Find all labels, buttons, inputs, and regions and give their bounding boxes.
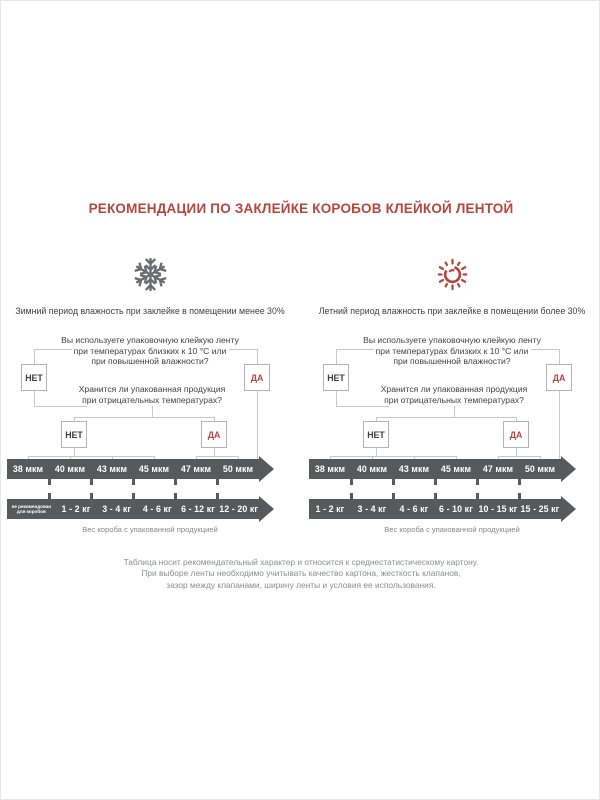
question-2	[354, 384, 554, 405]
question-1-line: Вы используете упаковочную клейкую ленту	[363, 335, 541, 345]
weight-label: 15 - 25 кг	[520, 504, 560, 514]
connector-line	[214, 448, 215, 456]
weight-label: 4 - 6 кг	[399, 504, 429, 514]
summer-subtitle: Летний период влажность при заклейке в помещении более 30%	[318, 306, 586, 316]
connector-line	[74, 417, 214, 418]
thickness-label: 43 мкм	[96, 464, 128, 474]
question-1-line: при повышенной влажности?	[91, 356, 209, 367]
snowflake-icon	[7, 251, 293, 297]
yes-box-2: ДА	[503, 421, 529, 448]
thickness-label: 50 мкм	[524, 464, 556, 474]
thickness-label: 38 мкм	[12, 464, 44, 474]
connector-line	[196, 456, 239, 457]
connector-line	[336, 349, 374, 350]
thickness-label: 40 мкм	[54, 464, 86, 474]
connector-line	[34, 391, 35, 406]
thickness-label: 47 мкм	[180, 464, 212, 474]
footnote-line: зазор между клапанами, ширину ленты и условия ее использования.	[166, 579, 436, 590]
yes-box-2: ДА	[201, 421, 227, 448]
weight-label: 4 - 6 кг	[142, 504, 172, 514]
weight-caption: Вес короба с упакованной продукцией	[384, 525, 520, 534]
thickness-label: 45 мкм	[138, 464, 170, 474]
connector-line	[28, 456, 155, 457]
thickness-label: 45 мкм	[440, 464, 472, 474]
thickness-label: 47 мкм	[482, 464, 514, 474]
weight-label: 3 - 4 кг	[102, 504, 132, 514]
no-box-1: НЕТ	[323, 364, 349, 391]
weight-caption: Вес короба с упакованной продукцией	[82, 525, 218, 534]
question-1-line: при температурах близких к 10 °С или	[73, 345, 227, 356]
winter-chart	[7, 249, 293, 549]
winter-subtitle: Зимний период влажность при заклейке в помещении менее 30%	[15, 306, 285, 316]
segment-ticks	[350, 479, 521, 485]
connector-line	[376, 417, 516, 418]
yes-box-1: ДА	[546, 364, 572, 391]
question-2-line: Хранится ли упакованная продукция	[78, 384, 226, 394]
connector-line	[34, 349, 72, 350]
connector-line	[152, 406, 153, 417]
arrowhead	[259, 496, 274, 522]
tape-thickness-bar	[7, 459, 259, 479]
thickness-label: 38 мкм	[314, 464, 346, 474]
connector-line	[559, 391, 560, 459]
connector-line	[34, 349, 35, 364]
weight-label: 12 - 20 кг	[219, 504, 259, 514]
connector-line	[498, 456, 541, 457]
connector-line	[34, 406, 87, 407]
weight-label: 6 - 10 кг	[439, 504, 473, 514]
page-title: РЕКОМЕНДАЦИИ ПО ЗАКЛЕЙКЕ КОРОБОВ КЛЕЙКОЙ ЛЕНТОЙ	[88, 201, 514, 216]
connector-line	[257, 391, 258, 459]
yes-box-1: ДА	[244, 364, 270, 391]
connector-line	[559, 349, 560, 364]
footnote-line: Таблица носит рекомендательный характер и относится к среднестатистическому картону.	[123, 557, 479, 567]
footnote	[1, 557, 600, 591]
connector-line	[229, 349, 258, 350]
question-1	[352, 335, 552, 367]
thickness-label: 50 мкм	[222, 464, 254, 474]
question-1-line: при температурах близких к 10 °С или	[375, 345, 529, 356]
weight-label: не рекомендован для коробов	[11, 503, 52, 514]
arrowhead	[259, 456, 274, 482]
connector-line	[376, 448, 377, 456]
thickness-label: 40 мкм	[356, 464, 388, 474]
arrowhead	[561, 456, 576, 482]
weight-label: 1 - 2 кг	[315, 504, 345, 514]
question-2	[52, 384, 252, 405]
weight-label: 6 - 12 кг	[181, 504, 215, 514]
question-1-line: Вы используете упаковочную клейкую ленту	[61, 335, 239, 345]
no-box-2: НЕТ	[61, 421, 87, 448]
no-box-1: НЕТ	[21, 364, 47, 391]
summer-chart	[309, 249, 595, 549]
sun-icon	[309, 251, 595, 297]
thickness-label: 43 мкм	[398, 464, 430, 474]
connector-line	[74, 448, 75, 456]
segment-ticks	[48, 479, 219, 485]
connector-line	[336, 391, 337, 406]
connector-line	[454, 406, 455, 417]
box-weight-bar	[309, 499, 561, 519]
connector-line	[257, 349, 258, 364]
question-1	[50, 335, 250, 367]
connector-line	[336, 406, 389, 407]
connector-line	[531, 349, 560, 350]
weight-label: 3 - 4 кг	[357, 504, 387, 514]
connector-line	[330, 456, 457, 457]
question-1-line: при повышенной влажности?	[393, 356, 511, 367]
question-2-line: при отрицательных температурах?	[82, 394, 222, 405]
tape-thickness-bar	[309, 459, 561, 479]
box-weight-bar	[7, 499, 259, 519]
arrowhead	[561, 496, 576, 522]
question-2-line: Хранится ли упакованная продукция	[380, 384, 528, 394]
connector-line	[336, 349, 337, 364]
footnote-line: При выборе ленты необходимо учитывать качество картона, жесткость клапанов,	[141, 568, 461, 579]
question-2-line: при отрицательных температурах?	[384, 394, 524, 405]
connector-line	[516, 448, 517, 456]
weight-label: 10 - 15 кг	[478, 504, 518, 514]
weight-label: 1 - 2 кг	[61, 504, 91, 514]
no-box-2: НЕТ	[363, 421, 389, 448]
